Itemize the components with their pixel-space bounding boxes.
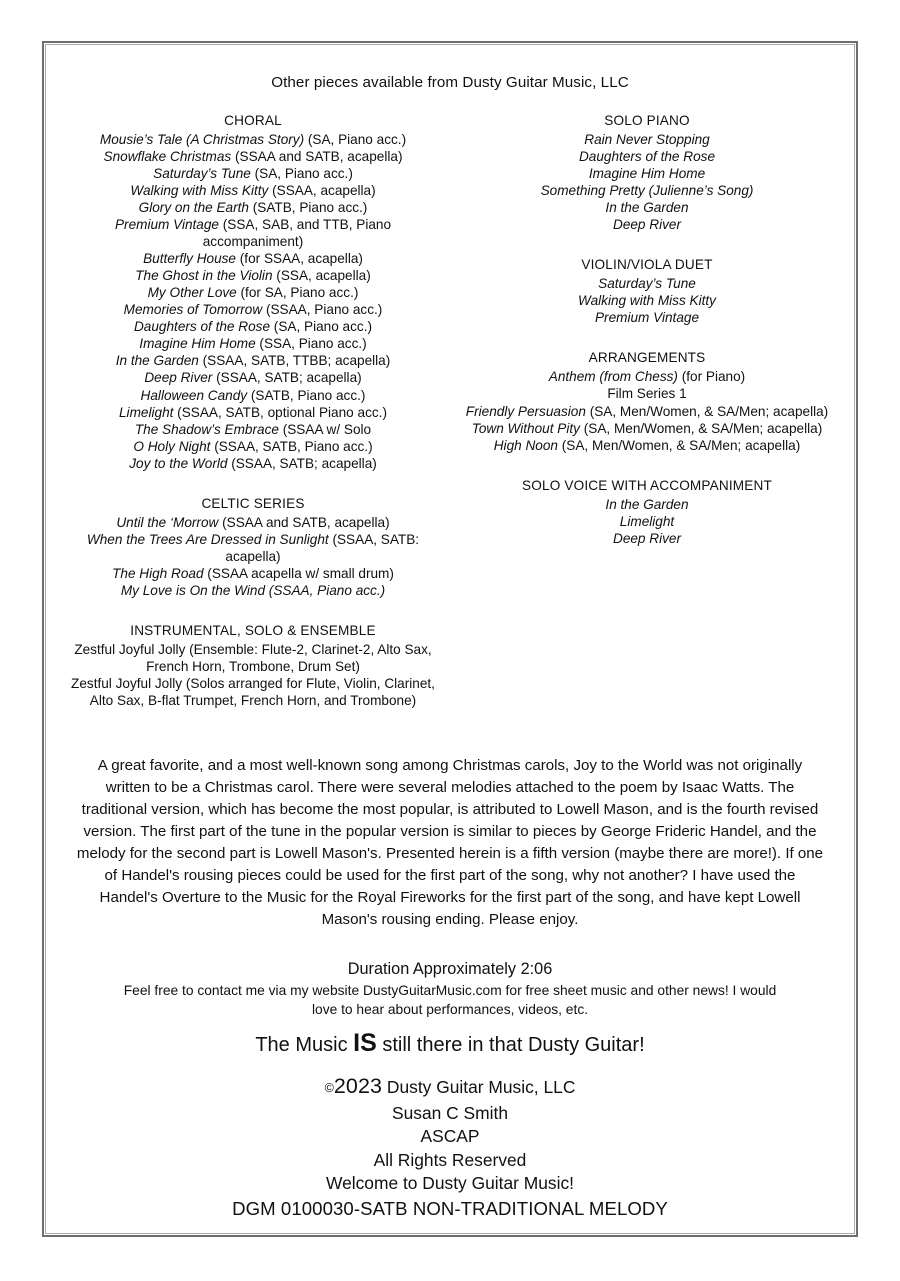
catalog-section-heading: CHORAL [224, 112, 282, 128]
catalog-piece [70, 565, 436, 582]
catalog-piece [70, 404, 436, 421]
piece-title: Premium Vintage [114, 217, 219, 233]
catalog-piece [70, 301, 436, 318]
copyright-year: 2023 [333, 1074, 383, 1099]
piece-title: Deep River [613, 217, 681, 233]
piece-voicing: (SSAA and SATB, acapella) [231, 148, 403, 164]
piece-voicing: (SA, Piano acc.) [304, 131, 407, 147]
catalog-piece [70, 641, 436, 675]
catalog-title: Other pieces available from Dusty Guitar Music, LLC [271, 74, 629, 91]
piece-voicing: (SATB, Piano acc.) [247, 387, 366, 403]
piece-title: Memories of Tomorrow [123, 302, 263, 318]
piece-title: Joy to the World [129, 455, 228, 471]
page-content [52, 51, 848, 1227]
catalog-piece [70, 284, 436, 301]
piece-title: Until the ‘Morrow [116, 514, 219, 530]
piece-title: My Other Love [147, 285, 237, 301]
piece-title: Deep River [144, 370, 213, 386]
catalog-piece [464, 403, 830, 420]
piece-title: Something Pretty (Julienne’s Song) [540, 182, 754, 198]
catalog-piece [464, 275, 830, 292]
piece-voicing: (SSA, Piano acc.) [255, 336, 367, 352]
piece-title: Glory on the Earth [138, 200, 249, 216]
catalog-piece [70, 250, 436, 267]
catalog-piece [464, 182, 830, 199]
catalog-piece [70, 369, 436, 386]
piece-voicing: (for Piano) [677, 369, 746, 385]
piece-title: Saturday’s Tune [153, 165, 251, 181]
piece-title: Deep River [613, 530, 681, 546]
catalog-piece [464, 420, 830, 437]
catalog-section [464, 349, 830, 453]
catalog-section-heading: VIOLIN/VIOLA DUET [581, 257, 713, 273]
catalog-piece-list [70, 131, 436, 472]
catalog-section-heading: SOLO PIANO [604, 112, 690, 128]
piece-voicing: (SSAA, SATB, Piano acc.) [210, 438, 373, 454]
piece-voicing: (SA, Piano acc.) [270, 319, 373, 335]
piece-title: The Shadow’s Embrace [134, 421, 279, 437]
piece-title: Halloween Candy [140, 387, 248, 403]
piece-voicing: (SSAA and SATB, acapella) [218, 514, 390, 530]
piece-voicing: (SSAA, Piano acc.) [262, 302, 383, 318]
copyright-block [70, 1072, 830, 1221]
piece-title: In the Garden [605, 200, 689, 216]
piece-voicing: (SA, Men/Women, & SA/Men; acapella) [557, 437, 801, 453]
catalog-piece [464, 368, 830, 385]
welcome-line: Welcome to Dusty Guitar Music! [325, 1173, 575, 1194]
piece-voicing: (SSA, SAB, and TTB, Piano accompaniment) [202, 217, 392, 250]
piece-title: Daughters of the Rose [133, 319, 271, 335]
catalog-piece [464, 148, 830, 165]
catalog-piece [70, 514, 436, 531]
contact-line: Feel free to contact me via my website DustyGuitarMusic.com for free sheet music and other news! I would love to hear about performances, videos, etc. [123, 983, 777, 1017]
catalog-piece-list [464, 368, 830, 453]
catalog-section [70, 112, 436, 472]
catalog-piece-list [70, 641, 436, 709]
piece-title: Butterfly House [143, 251, 236, 267]
piece-voicing: (SATB, Piano acc.) [248, 200, 368, 216]
piece-voicing: (SSAA, SATB, TTBB; acapella) [198, 353, 391, 369]
tagline-before: The Music [255, 1034, 354, 1057]
piece-title: Limelight [119, 404, 174, 420]
piece-voicing: (SA, Piano acc.) [250, 165, 353, 181]
catalog-section [464, 256, 830, 326]
piece-title: Rain Never Stopping [584, 131, 710, 147]
piece-title: Imagine Him Home [588, 165, 706, 181]
piece-title: Walking with Miss Kitty [130, 182, 269, 198]
footer [70, 959, 830, 1221]
catalog-piece [464, 530, 830, 547]
catalog-section [70, 622, 436, 709]
catalog-piece [70, 267, 436, 284]
catalog-section [70, 495, 436, 599]
catalog-piece-list [464, 131, 830, 233]
piece-title: Snowflake Christmas [103, 148, 232, 164]
piece-voicing: (SSAA, SATB, optional Piano acc.) [173, 404, 387, 420]
piece-voicing: (SSA, acapella) [272, 268, 371, 284]
catalog-number: DGM 0100030-SATB NON-TRADITIONAL MELODY [232, 1197, 668, 1219]
catalog-columns [70, 112, 830, 710]
catalog-piece [70, 455, 436, 472]
piece-voicing: (SA, Men/Women, & SA/Men; acapella) [579, 420, 823, 436]
piece-voicing: (SSAA w/ Solo [278, 421, 372, 437]
piece-title: Zestful Joyful Jolly (Solos arranged for Flute, Violin, Clarinet, Alto Sax, B-flat Trumpet, French Horn, and Trombone) [71, 676, 435, 709]
tagline-emphasis: IS [353, 1029, 377, 1058]
catalog-piece [70, 335, 436, 352]
catalog-piece [70, 216, 436, 250]
catalog-piece [70, 387, 436, 404]
piece-title: The High Road [112, 565, 204, 581]
piece-title: My Love is On the Wind (SSAA, Piano acc.) [120, 583, 386, 599]
catalog-piece [70, 675, 436, 709]
catalog-column-left [70, 112, 450, 710]
catalog-piece [70, 165, 436, 182]
piece-title: In the Garden [605, 496, 689, 512]
piece-title: Zestful Joyful Jolly (Ensemble: Flute-2, Clarinet-2, Alto Sax, French Horn, Trombone, Drum Set) [74, 642, 432, 675]
catalog-piece [70, 182, 436, 199]
piece-title: Premium Vintage [594, 310, 700, 326]
catalog-piece [464, 437, 830, 454]
piece-title: Saturday’s Tune [598, 276, 696, 292]
piece-title: Film Series 1 [607, 386, 687, 402]
piece-voicing: (SSAA, SATB; acapella) [212, 370, 362, 386]
piece-title: When the Trees Are Dressed in Sunlight [86, 531, 329, 547]
copyright-symbol: © [324, 1081, 334, 1096]
piece-voicing: (for SA, Piano acc.) [236, 285, 359, 301]
program-note-text: A great favorite, and a most well-known song among Christmas carols, Joy to the World was not originally written to be a Christmas carol. There were several melodies attached to the poem by Isaac Watts. The traditional version, which has become the most popular, is attributed to Lowell Mason, and is the fourth revised version. The first part of the tune in the popular version is similar to pieces by George Frideric Handel, and the melody for the second part is Lowell Mason's. Presented herein is a fifth version (maybe there are more!). If one of Handel's rousing pieces could be used for the first part of the song, why not another? I have used the Handel's Overture to the Music for the Royal Fireworks for the first part of the song, and have kept Lowell Mason's rousing ending. Please enjoy. [76, 757, 824, 929]
copyright-line [70, 1072, 830, 1101]
piece-voicing: (SSAA, SATB: acapella) [225, 531, 420, 564]
tagline [70, 1029, 830, 1058]
catalog-piece [464, 292, 830, 309]
piece-title: High Noon [493, 437, 558, 453]
catalog-column-right [450, 112, 830, 547]
catalog-piece [464, 165, 830, 182]
piece-title: In the Garden [115, 353, 199, 369]
piece-title: Mousie’s Tale (A Christmas Story) [99, 131, 305, 147]
piece-title: Anthem (from Chess) [548, 369, 678, 385]
catalog-piece [464, 496, 830, 513]
catalog-piece [70, 199, 436, 216]
catalog-piece [70, 318, 436, 335]
tagline-after: still there in that Dusty Guitar! [376, 1034, 645, 1057]
catalog-piece [70, 148, 436, 165]
catalog-piece-list [464, 275, 830, 326]
catalog-section [464, 477, 830, 547]
catalog-section [464, 112, 830, 233]
catalog-piece [464, 309, 830, 326]
catalog-piece [70, 582, 436, 599]
copyright-holder: Dusty Guitar Music, LLC [382, 1077, 576, 1098]
catalog-piece-list [464, 496, 830, 547]
catalog-section-heading: INSTRUMENTAL, SOLO & ENSEMBLE [130, 623, 376, 639]
catalog-piece [70, 531, 436, 565]
catalog-piece [464, 216, 830, 233]
piece-title: Imagine Him Home [139, 336, 256, 352]
piece-title: Daughters of the Rose [578, 148, 716, 164]
catalog-section-heading: ARRANGEMENTS [588, 350, 706, 366]
piece-voicing: (SA, Men/Women, & SA/Men; acapella) [585, 403, 829, 419]
catalog-piece-list [70, 514, 436, 599]
rights-society: ASCAP [420, 1126, 480, 1147]
catalog-piece [464, 513, 830, 530]
catalog-piece [464, 199, 830, 216]
rights-reserved: All Rights Reserved [373, 1149, 527, 1170]
catalog-section-heading: SOLO VOICE WITH ACCOMPANIMENT [522, 477, 772, 493]
piece-title: Town Without Pity [471, 420, 580, 436]
piece-voicing: (for SSAA, acapella) [236, 251, 363, 267]
piece-voicing: (SSAA, SATB; acapella) [227, 455, 377, 471]
catalog-piece [464, 385, 830, 402]
duration-line: Duration Approximately 2:06 [347, 959, 553, 978]
catalog-piece [464, 131, 830, 148]
catalog-piece [70, 352, 436, 369]
composer-name: Susan C Smith [392, 1102, 508, 1123]
piece-title: Walking with Miss Kitty [578, 293, 716, 309]
piece-title: O Holy Night [133, 438, 211, 454]
catalog-piece [70, 438, 436, 455]
piece-title: Friendly Persuasion [465, 403, 586, 419]
piece-title: Limelight [619, 513, 675, 529]
catalog-piece [70, 421, 436, 438]
catalog-piece [70, 131, 436, 148]
catalog-section-heading: CELTIC SERIES [201, 495, 305, 511]
piece-title: The Ghost in the Violin [135, 268, 273, 284]
piece-voicing: (SSAA, acapella) [268, 182, 376, 198]
piece-voicing: (SSAA acapella w/ small drum) [203, 565, 394, 581]
program-note [70, 755, 830, 931]
